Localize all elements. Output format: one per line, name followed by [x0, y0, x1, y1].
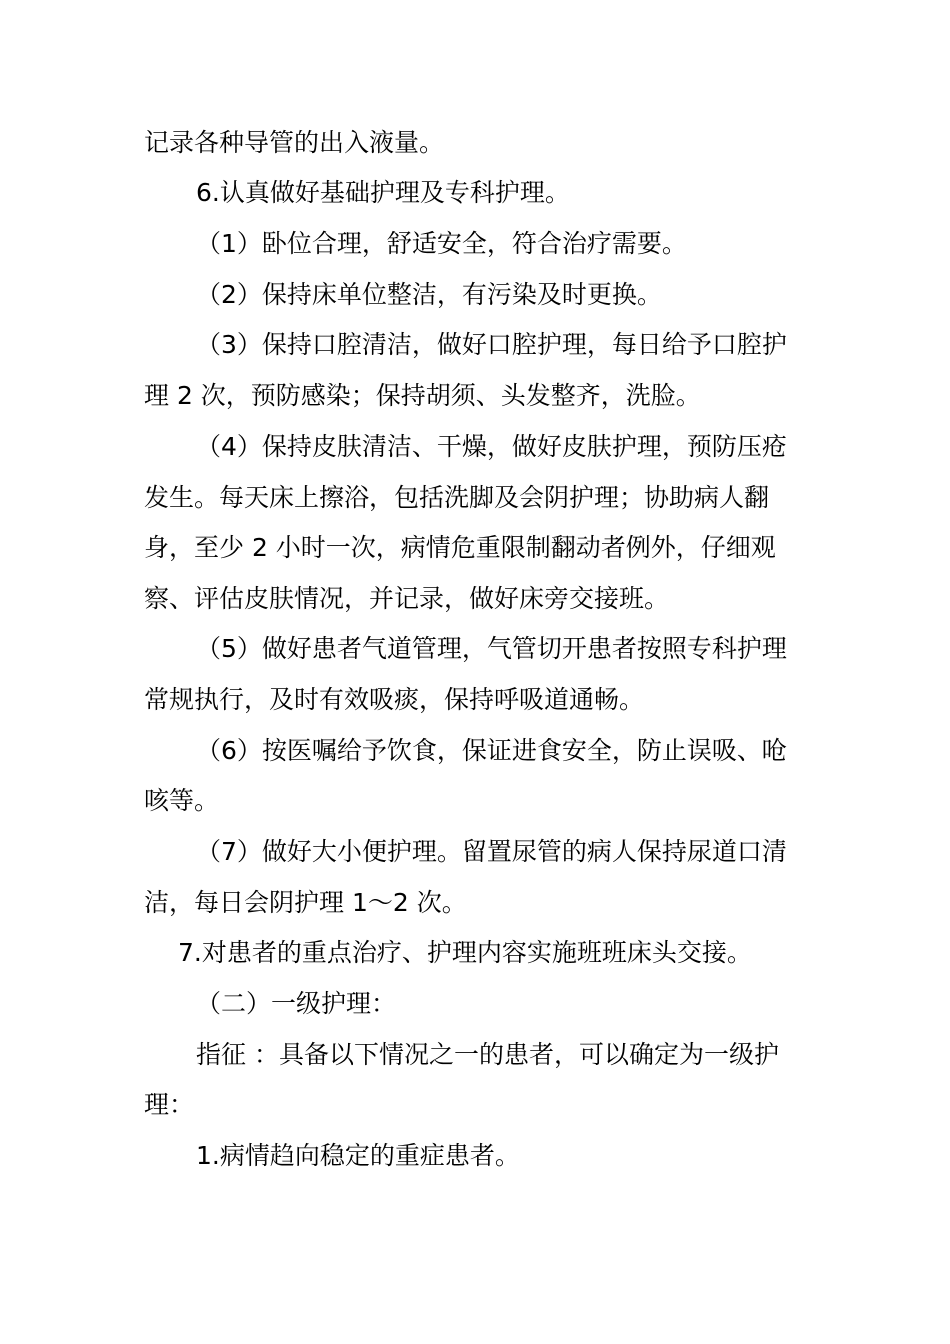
text-line-1: 记录各种导管的出入液量。	[144, 128, 445, 157]
text-line-21: 1.病情趋向稳定的重症患者。	[196, 1141, 520, 1170]
text-line-13: （6）按医嘱给予饮食，保证进食安全，防止误吸、呛	[196, 736, 787, 765]
text-line-5: （3）保持口腔清洁，做好口腔护理，每日给予口腔护	[196, 330, 787, 359]
text-line-11: （5）做好患者气道管理，气管切开患者按照专科护理	[196, 634, 787, 663]
text-line-16: 洁，每日会阴护理 1～2 次。	[144, 888, 467, 917]
text-line-20: 理：	[144, 1090, 195, 1119]
section-heading: （二）一级护理：	[196, 989, 397, 1018]
text-line-9: 身，至少 2 小时一次，病情危重限制翻动者例外，仔细观	[144, 533, 776, 562]
text-line-10: 察、评估皮肤情况，并记录，做好床旁交接班。	[144, 584, 670, 613]
text-line-17: 7.对患者的重点治疗、护理内容实施班班床头交接。	[178, 938, 752, 967]
text-line-6: 理 2 次，预防感染；保持胡须、头发整齐，洗脸。	[144, 381, 701, 410]
text-line-2: 6.认真做好基础护理及专科护理。	[196, 178, 570, 207]
text-line-19: 指征 ：具备以下情况之一的患者，可以确定为一级护	[196, 1040, 779, 1069]
text-line-4: （2）保持床单位整洁，有污染及时更换。	[196, 280, 662, 309]
text-line-3: （1）卧位合理，舒适安全，符合治疗需要。	[196, 229, 687, 258]
text-line-15: （7）做好大小便护理。留置尿管的病人保持尿道口清	[196, 837, 787, 866]
text-line-14: 咳等。	[144, 786, 220, 815]
text-line-7: （4）保持皮肤清洁、干燥，做好皮肤护理，预防压疮	[196, 432, 787, 461]
text-line-12: 常规执行，及时有效吸痰，保持呼吸道通畅。	[144, 685, 645, 714]
text-line-8: 发生。每天床上擦浴，包括洗脚及会阴护理；协助病人翻	[144, 483, 770, 512]
